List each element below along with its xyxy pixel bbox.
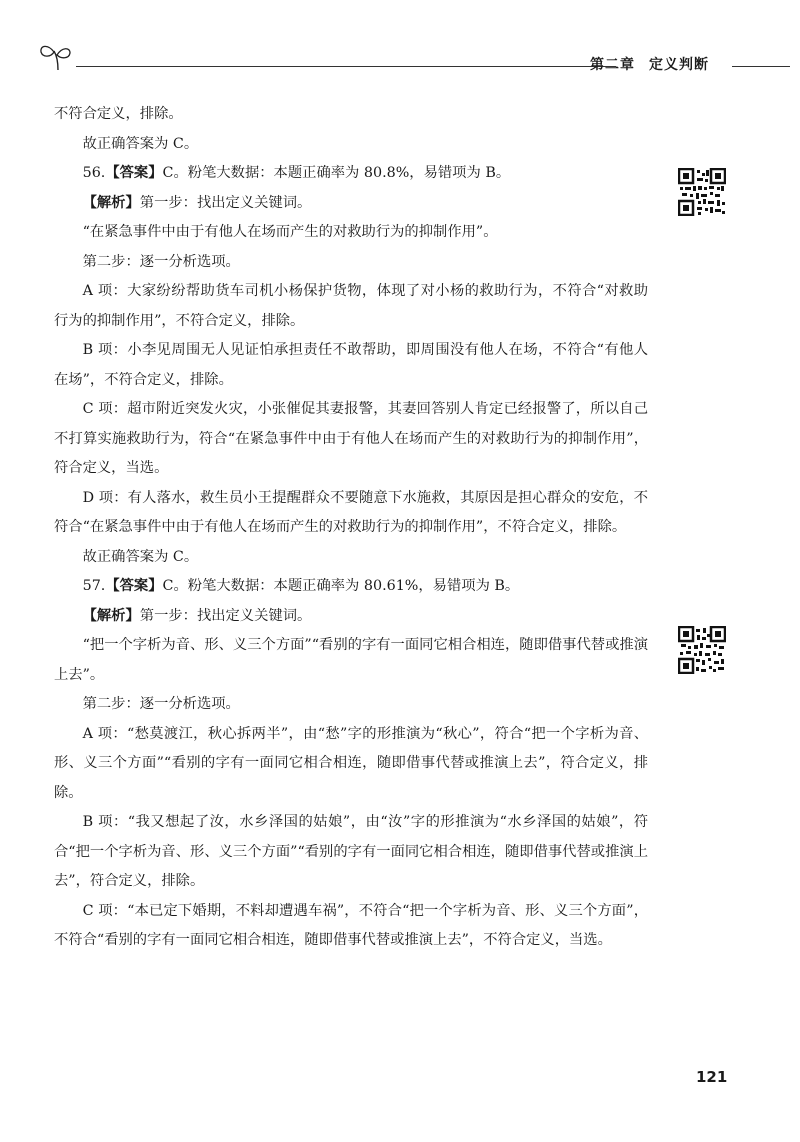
paragraph-text: C。粉笔大数据：本题正确率为 80.61%，易错项为 B。 <box>162 578 520 594</box>
paragraph-text: 第二步：逐一分析选项。 <box>82 253 240 270</box>
section-tag: 【答案】 <box>105 578 163 594</box>
paragraph-text: 故正确答案为 C。 <box>82 548 199 565</box>
paragraph-text: “在紧急事件中由于有他人在场而产生的对救助行为的抑制作用”。 <box>82 224 498 240</box>
paragraph-text: A 项：“愁莫渡江，秋心拆两半”，由“愁”字的形推演为“秋心”，符合“把一个字析为音、形、义三个方面”“看别的字有一面同它相合相连，随即借事代替或推演上去”，符合定义，排除。 <box>54 725 648 801</box>
paragraph <box>54 277 648 336</box>
header-rule-right <box>732 66 790 67</box>
paragraph-text: 故正确答案为 C。 <box>82 135 199 152</box>
paragraph <box>54 897 648 956</box>
page-header <box>38 42 790 82</box>
chapter-number: 第二章 <box>590 57 635 73</box>
chapter-heading <box>590 54 709 74</box>
paragraph-text: C 项：“本已定下婚期，不料却遭遇车祸”，不符合“把一个字析为音、形、义三个方面”，不符合“看别的字有一面同它相合相连，随即借事代替或推演上去”，不符合定义，当选。 <box>54 902 648 948</box>
paragraph-text: D 项：有人落水，救生员小王提醒群众不要随意下水施救，其原因是担心群众的安危，不符合“在紧急事件中由于有他人在场而产生的对救助行为的抑制作用”，不符合定义，排除。 <box>54 489 648 535</box>
paragraph-text: C 项：超市附近突发火灾，小张催促其妻报警，其妻回答别人肯定已经报警了，所以自己不打算实施救助行为，符合“在紧急事件中由于有他人在场而产生的对救助行为的抑制作用”，符合定义，当选。 <box>54 401 648 476</box>
paragraph-text: B 项：小李见周围无人见证怕承担责任不敢帮助，即周围没有他人在场，不符合“有他人在场”，不符合定义，排除。 <box>54 342 648 388</box>
paragraph <box>54 218 648 248</box>
sprout-icon <box>38 42 78 72</box>
paragraph <box>54 395 648 484</box>
page-content <box>54 100 648 956</box>
paragraph <box>54 100 648 130</box>
paragraph <box>54 189 648 219</box>
paragraph <box>54 543 648 573</box>
paragraph-text: 不符合定义，排除。 <box>54 106 183 122</box>
paragraph <box>54 484 648 543</box>
paragraph <box>54 690 648 720</box>
question-number: 56. <box>82 165 106 181</box>
paragraph <box>54 720 648 809</box>
paragraph-text: C。粉笔大数据：本题正确率为 80.8%，易错项为 B。 <box>162 165 511 181</box>
paragraph <box>54 572 648 602</box>
paragraph-text: 第一步：找出定义关键词。 <box>139 194 312 211</box>
header-rule-left <box>76 66 616 67</box>
question-number: 57. <box>82 578 106 594</box>
qr-code-icon[interactable] <box>678 168 726 216</box>
page-number: 121 <box>696 1068 728 1086</box>
paragraph-text: 第一步：找出定义关键词。 <box>139 607 312 624</box>
paragraph <box>54 808 648 897</box>
qr-code-icon[interactable] <box>678 626 726 674</box>
paragraph <box>54 631 648 690</box>
section-tag: 【解析】 <box>82 607 140 624</box>
paragraph-text: “把一个字析为音、形、义三个方面”“看别的字有一面同它相合相连，随即借事代替或推演上去”。 <box>54 637 648 683</box>
paragraph <box>54 248 648 278</box>
section-tag: 【解析】 <box>82 194 140 211</box>
chapter-title: 定义判断 <box>649 57 709 73</box>
paragraph <box>54 130 648 160</box>
section-tag: 【答案】 <box>105 165 163 181</box>
paragraph <box>54 336 648 395</box>
paragraph <box>54 159 648 189</box>
paragraph-text: 第二步：逐一分析选项。 <box>82 696 240 712</box>
paragraph-text: B 项：“我又想起了汝，水乡泽国的姑娘”，由“汝”字的形推演为“水乡泽国的姑娘”，符合“把一个字析为音、形、义三个方面”“看别的字有一面同它相合相连，随即借事代替或推演上去”，符合定义，排除。 <box>54 814 648 889</box>
paragraph <box>54 602 648 632</box>
paragraph-text: A 项：大家纷纷帮助货车司机小杨保护货物，体现了对小杨的救助行为，不符合“对救助行为的抑制作用”，不符合定义，排除。 <box>54 283 648 329</box>
